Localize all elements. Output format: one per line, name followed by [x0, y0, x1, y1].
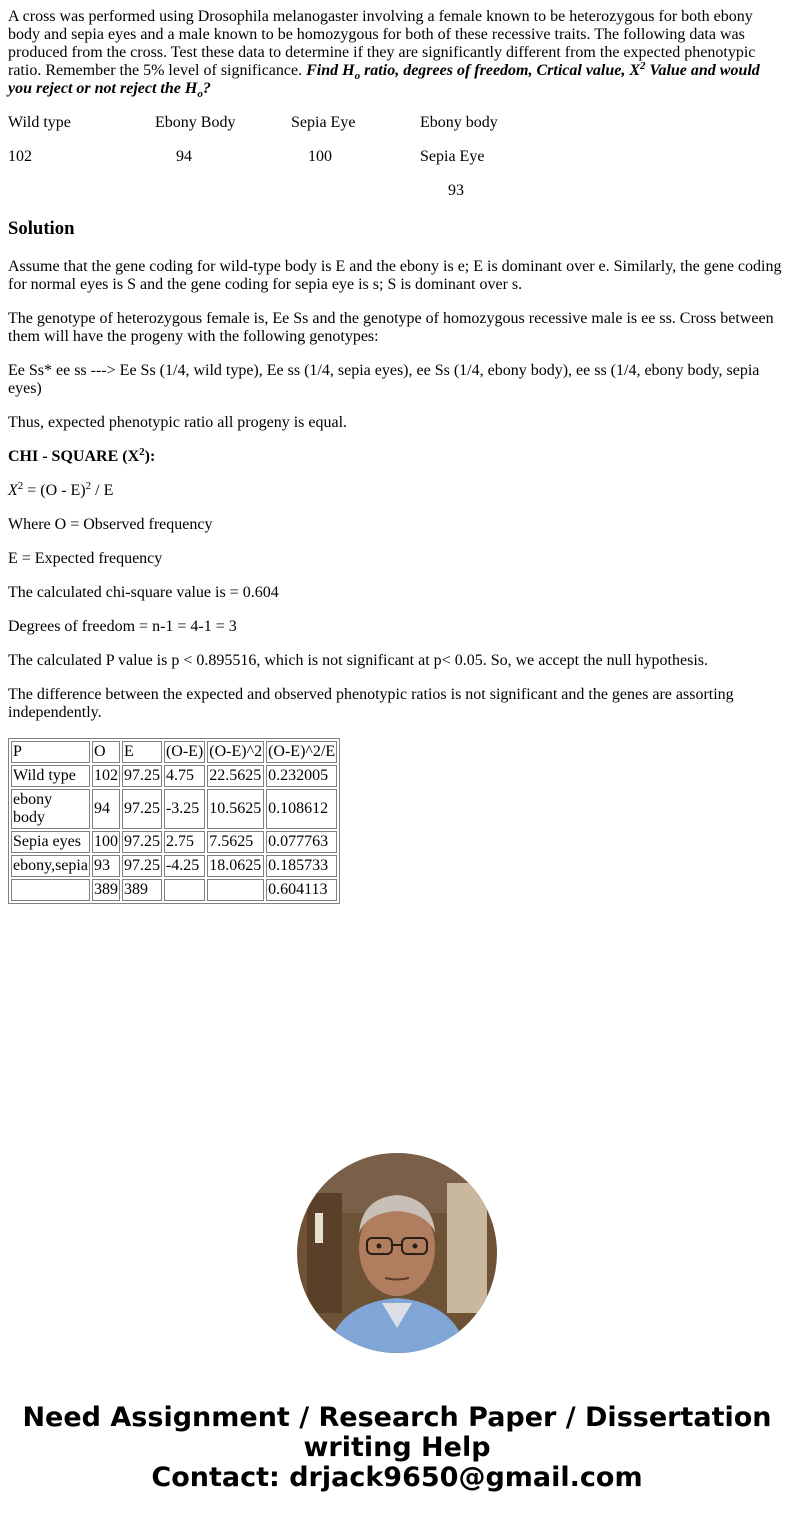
table-row: [11, 831, 337, 853]
table-cell: 97.25: [122, 855, 162, 877]
conclusion: The difference between the expected and observed phenotypic ratios is not significant and the genes are assorting independently.: [8, 686, 734, 721]
formula-mid: = (O - E): [23, 482, 86, 499]
solution-paragraph-4: Thus, expected phenotypic ratio all progeny is equal.: [8, 414, 348, 431]
chi-heading-text: CHI - SQUARE (X: [8, 448, 140, 465]
table-header-cell: (O-E)^2/E: [266, 741, 337, 763]
table-cell: [164, 879, 205, 901]
solution-paragraph-3: Ee Ss* ee ss ---> Ee Ss (1/4, wild type), Ee ss (1/4, sepia eyes), ee Ss (1/4, ebony body), ee ss (1/4, ebony body, sepia eyes): [8, 362, 760, 397]
table-cell: [11, 879, 90, 901]
table-row: [11, 765, 337, 787]
data-value-sepia-eye-2: Sepia Eye: [420, 148, 485, 165]
table-cell: ebony,sepia: [11, 855, 90, 877]
prompt-part-3: Value and would you reject or not reject the H: [8, 62, 760, 97]
table-cell: 2.75: [164, 831, 205, 853]
table-cell: 0.232005: [266, 765, 337, 787]
table-cell: ebony body: [11, 789, 90, 829]
data-header-row: [8, 114, 786, 132]
table-cell: 93: [92, 855, 120, 877]
table-header-cell: E: [122, 741, 162, 763]
question-text: A cross was performed using Drosophila melanogaster involving a female known to be heterozygous for both ebony body and sepia eyes and a male known to be homozygous for both of these recessive traits. The following data was produced from the cross. Test these data to determine if they are significantly different from the expected phenotypic ratio. Remember the 5% level of significance.: [8, 8, 756, 79]
formula-sup-2: 2: [85, 480, 92, 492]
table-header-cell: P: [11, 741, 90, 763]
table-row: [11, 879, 337, 901]
chi-square-heading: [8, 448, 786, 466]
table-cell: 94: [92, 789, 120, 829]
table-cell: 0.185733: [266, 855, 337, 877]
table-header-cell: (O-E): [164, 741, 205, 763]
table-header-cell: O: [92, 741, 120, 763]
data-header-ebony-body-2: Ebony body: [420, 114, 498, 131]
prompt-part-2: ratio, degrees of freedom, Crtical value, X: [360, 62, 641, 79]
avatar-portrait: [297, 1153, 497, 1353]
table-header-row: [11, 741, 337, 763]
prompt-sub-2: o: [197, 88, 203, 100]
where-expected: E = Expected frequency: [8, 550, 163, 567]
table-cell: 97.25: [122, 831, 162, 853]
formula-end: / E: [91, 482, 114, 499]
table-cell: 100: [92, 831, 120, 853]
table-row: [11, 855, 337, 877]
data-header-sepia-eye: Sepia Eye: [291, 114, 356, 131]
question-paragraph: [8, 8, 786, 98]
table-cell: 0.604113: [266, 879, 337, 901]
table-cell: 4.75: [164, 765, 205, 787]
formula-x: X: [8, 482, 18, 499]
table-cell: 0.108612: [266, 789, 337, 829]
chi-heading-end: ):: [144, 448, 156, 465]
table-cell: 7.5625: [207, 831, 264, 853]
promo-line-2: writing Help: [303, 1432, 491, 1463]
table-cell: 97.25: [122, 789, 162, 829]
promo-contact: Contact: drjack9650@gmail.com: [151, 1462, 643, 1493]
prompt-part-1: Find H: [306, 62, 355, 79]
where-observed: Where O = Observed frequency: [8, 516, 213, 533]
formula-sup-1: 2: [17, 480, 24, 492]
prompt-sup: 2: [640, 60, 646, 72]
calculated-chi-square: The calculated chi-square value is = 0.604: [8, 584, 279, 601]
table-header-cell: (O-E)^2: [207, 741, 264, 763]
table-cell: 389: [92, 879, 120, 901]
table-cell: -4.25: [164, 855, 205, 877]
table-cell: 0.077763: [266, 831, 337, 853]
table-cell: [207, 879, 264, 901]
data-value-ebony-body: 94: [176, 148, 192, 165]
data-value-row: [8, 148, 786, 166]
promo-footer: [0, 1403, 794, 1493]
table-cell: Sepia eyes: [11, 831, 90, 853]
table-cell: 102: [92, 765, 120, 787]
promo-line-1: Need Assignment / Research Paper / Dissertation: [22, 1402, 772, 1433]
table-cell: Wild type: [11, 765, 90, 787]
prompt-sub-1: o: [354, 70, 361, 82]
data-extra-row: [8, 182, 786, 200]
degrees-of-freedom: Degrees of freedom = n-1 = 4-1 = 3: [8, 618, 237, 635]
data-value-sepia-eye: 100: [308, 148, 332, 165]
data-value-ebony-sepia: 93: [448, 182, 464, 199]
avatar: [297, 1153, 497, 1353]
chi-square-table: [8, 738, 340, 904]
table-cell: 10.5625: [207, 789, 264, 829]
solution-paragraph-2: The genotype of heterozygous female is, Ee Ss and the genotype of homozygous recessive male is ee ss. Cross between them will have the progeny with the following genotypes:: [8, 310, 774, 345]
data-value-wild-type: 102: [8, 148, 32, 165]
document-body: [8, 8, 786, 904]
prompt-part-4: ?: [202, 80, 211, 97]
table-cell: -3.25: [164, 789, 205, 829]
data-header-wild-type: Wild type: [8, 114, 71, 131]
chi-square-formula: [8, 482, 786, 500]
table-cell: 97.25: [122, 765, 162, 787]
table-cell: 18.0625: [207, 855, 264, 877]
data-header-ebony-body: Ebony Body: [155, 114, 236, 131]
solution-heading: Solution: [8, 218, 75, 239]
chi-heading-sup: 2: [139, 446, 145, 458]
table-cell: 22.5625: [207, 765, 264, 787]
p-value-statement: The calculated P value is p < 0.895516, which is not significant at p< 0.05. So, we accept the null hypothesis.: [8, 652, 708, 669]
solution-paragraph-1: Assume that the gene coding for wild-type body is E and the ebony is e; E is dominant over e. Similarly, the gene coding for normal eyes is S and the gene coding for sepia eye is s; S is dominant over s.: [8, 258, 782, 293]
table-row: [11, 789, 337, 829]
table-cell: 389: [122, 879, 162, 901]
